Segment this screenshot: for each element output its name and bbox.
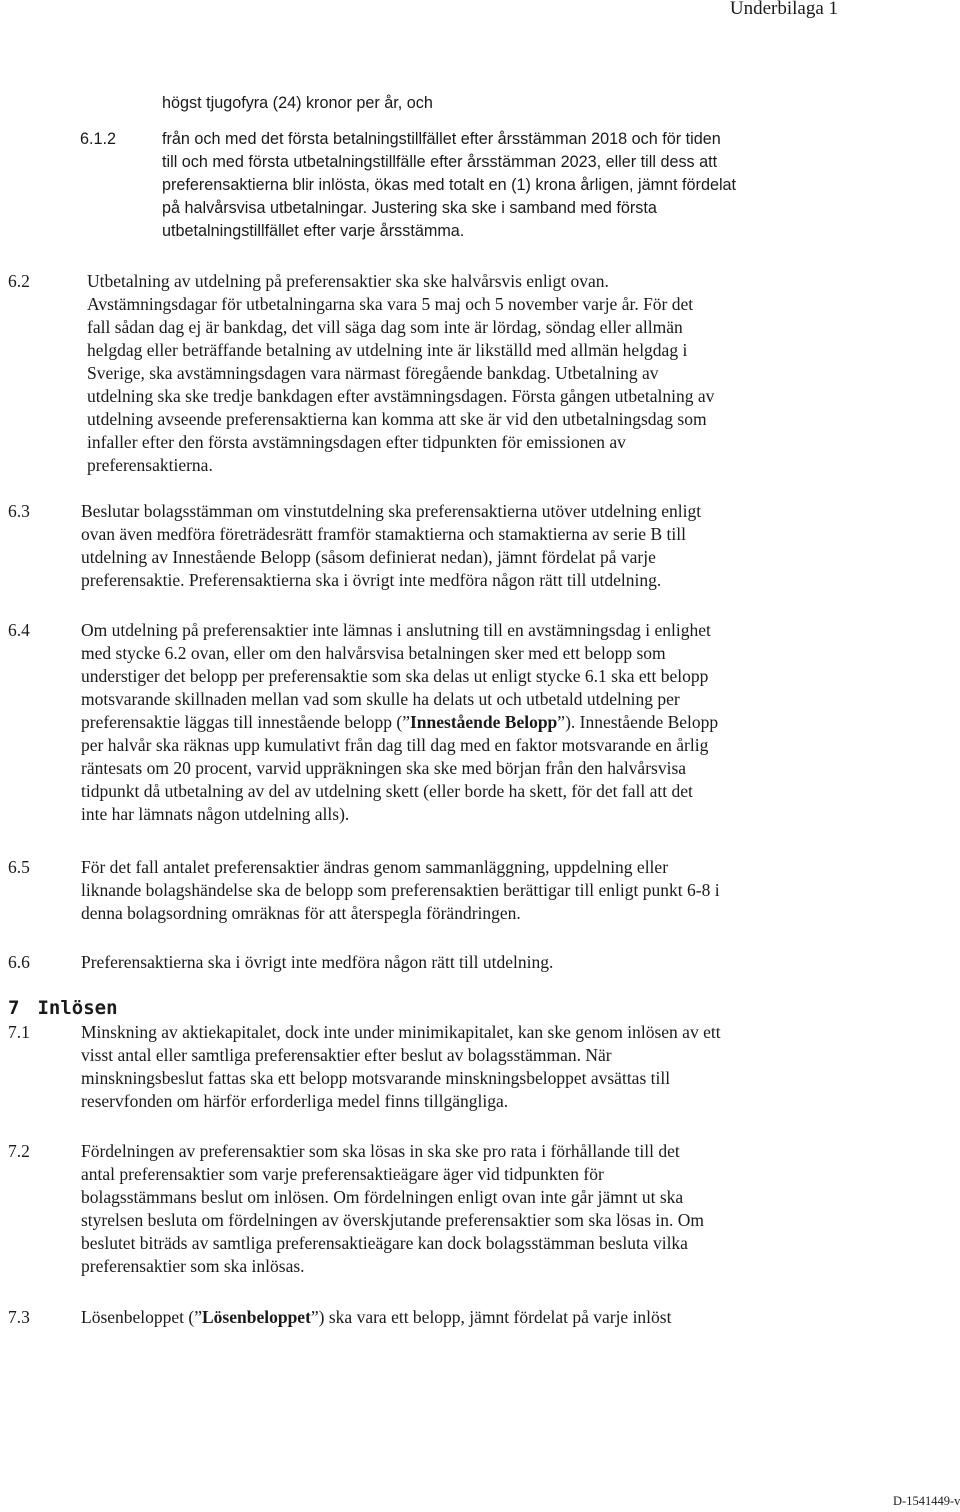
clause-number-6-1-2: 6.1.2 [80,130,117,148]
section-number: 7 [8,997,20,1019]
clause-6-4-defined-term-line: preferensaktie läggas till innestående belopp (”Innestående Belopp”). Innestående Belopp [81,712,719,732]
clause-number-6-5: 6.5 [8,857,30,877]
defined-term-innestaende-belopp: Innestående Belopp [409,712,558,732]
clause-number-6-3: 6.3 [8,501,30,521]
clause-6-1-2-text: från och med det första betalningstillfället efter årsstämman 2018 och för tiden till och med första utbetalningstillfälle efter årsstämman 2023, eller till dess att preferensaktierna blir inlösta, ökas med totalt en (1) krona årligen, jämnt fördelat på halvårsvisa utbetalningar. Justering ska ske i samband med första utbetalningstillfället efter varje årsstämma. [162,130,737,240]
clause-number-7-1: 7.1 [8,1022,30,1042]
clause-7-1-text: Minskning av aktiekapitalet, dock inte under minimikapitalet, kan ske genom inlösen av ett visst antal eller samtliga preferensaktier efter beslut av bolagsstämman. När minskningsbeslut fattas ska ett belopp motsvarande minskningsbeloppet avsättas till reservfonden om härför erforderliga medel finns tillgängliga. [81,1022,721,1111]
clause-number-7-2: 7.2 [8,1141,30,1161]
clause-6-5-text: För det fall antalet preferensaktier ändras genom sammanläggning, uppdelning eller liknande bolagshändelse ska de belopp som preferensaktien berättigar till enligt punkt 6-8 i denna bolagsordning omräknas för att återspegla förändringen. [81,857,720,923]
intro-line: högst tjugofyra (24) kronor per år, och [162,94,433,112]
clause-6-2-text: Utbetalning av utdelning på preferensaktier ska ske halvårsvis enligt ovan. Avstämningsdagar för utbetalningarna ska vara 5 maj och 5 november varje år. För det fall sådan dag ej är bankdag, det vill säga dag som inte är lördag, söndag eller allmän helgdag eller beträffande betalning av utdelning inte är likställd med allmän helgdag i Sverige, ska avstämningsdagen vara närmast föregående bankdag. Utbetalning av utdelning ska ske tredje bankdagen efter avstämningsdagen. Första gången utbetalning av utdelning avseende preferensaktierna kan komma att ske är vid den utbetalningsdag som infaller efter den första avstämningsdagen efter tidpunkten för emissionen av preferensaktierna. [87,271,715,475]
clause-6-4-text: Om utdelning på preferensaktier inte lämnas i anslutning till en avstämningsdag i enlighet med stycke 6.2 ovan, eller om den halvårsvisa betalningen sker med ett belopp som understiger det belopp per preferensaktie som ska delas ut enligt stycke 6.1 ska ett belopp motsvarande skillnaden mellan vad som skulle ha delats ut och utbetald utdelning per preferensaktie läggas till innestående belopp (”Innestående Belopp”). Innestående Belopp per halvår ska räknas upp kumulativt från dag till dag med en faktor motsvarande en årlig räntesats om 20 procent, varvid uppräkningen ska ske med början från den halvårsvisa tidpunkt då utbetalning av del av utdelning skett (eller borde ha skett, för det fall att det inte har lämnats någon utdelning alls). [81,620,719,824]
section-title: Inlösen [37,997,118,1019]
clause-7-3-text: Lösenbeloppet (”Lösenbeloppet”) ska vara ett belopp, jämnt fördelat på varje inlöst [81,1307,672,1327]
page-header-title: Underbilaga 1 [729,0,838,19]
clause-number-6-4: 6.4 [8,620,30,640]
clause-number-6-6: 6.6 [8,952,30,972]
clause-number-6-2: 6.2 [8,271,30,291]
clause-6-3-text: Beslutar bolagsstämman om vinstutdelning ska preferensaktierna utöver utdelning enligt ovan även medföra företrädesrätt framför stamaktierna och stamaktierna av serie B till utdelning av Innestående Belopp (såsom definierat nedan), jämnt fördelat på varje preferensaktie. Preferensaktierna ska i övrigt inte medföra någon rätt till utdelning. [81,501,702,590]
section-heading-inlosen [8,997,136,1019]
clause-6-6-text: Preferensaktierna ska i övrigt inte medföra någon rätt till utdelning. [81,952,554,972]
clause-number-7-3: 7.3 [8,1307,30,1327]
document-id: D-1541449-v [893,1494,960,1508]
clause-7-2-text: Fördelningen av preferensaktier som ska lösas in ska ske pro rata i förhållande till det antal preferensaktier som varje preferensaktieägare äger vid tidpunkten för bolagsstämmans beslut om inlösen. Om fördelningen enligt ovan inte går jämnt ut ska styrelsen besluta om fördelningen av överskjutande preferensaktier som ska lösas in. Om beslutet biträds av samtliga preferensaktieägare kan dock bolagsstämman besluta vilka preferensaktier som ska inlösas. [81,1141,705,1276]
defined-term-losenbeloppet: Lösenbeloppet [202,1307,311,1327]
